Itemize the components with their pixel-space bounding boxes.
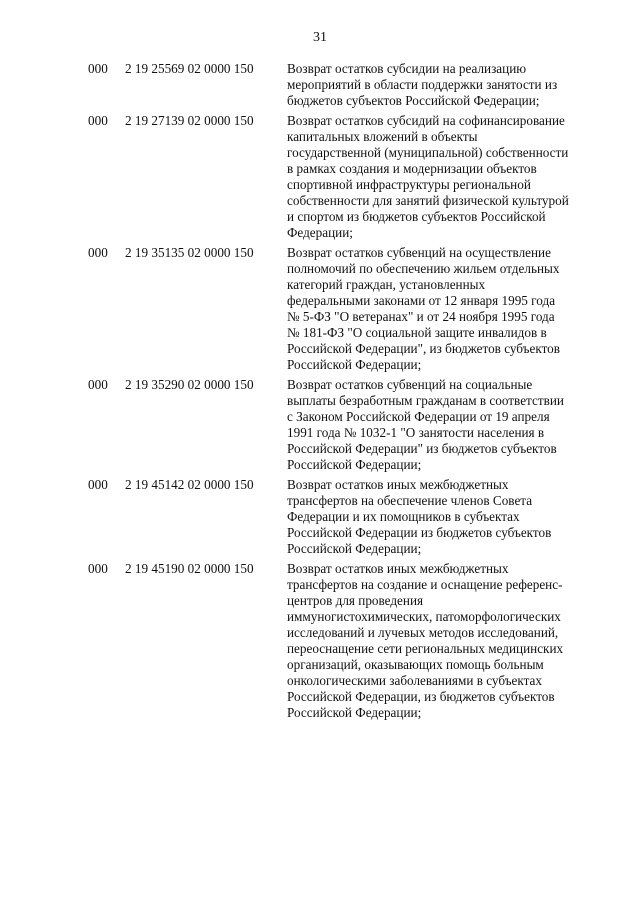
admin-code: 000	[88, 61, 108, 76]
budget-code: 2 19 35135 02 0000 150	[125, 245, 254, 260]
budget-code: 2 19 27139 02 0000 150	[125, 113, 254, 128]
item-description: Возврат остатков субвенций на осуществление полномочий по обеспечению жильем отдельных категорий граждан, установленных федеральными законами от 12 января 1995 года № 5-ФЗ "О ветеранах" и от 24 ноября 1995 года № 181-ФЗ "О социальной защите инвалидов в Российской Федерации", из бюджетов субъектов Российской Федерации;	[287, 245, 561, 372]
item-description: Возврат остатков иных межбюджетных трансфертов на обеспечение членов Совета Федерации и их помощников в субъектах Российской Федерации из бюджетов субъектов Российской Федерации;	[287, 477, 552, 556]
list-item	[0, 245, 640, 373]
budget-code: 2 19 25569 02 0000 150	[125, 61, 254, 76]
item-description: Возврат остатков субсидий на софинансирование капитальных вложений в объекты государственной (муниципальной) собственности в рамках создания и модернизации объектов спортивной инфраструктуры региональной собственности для занятий физической культурой и спортом из бюджетов субъектов Российской Федерации;	[287, 113, 569, 240]
admin-code: 000	[88, 245, 108, 260]
list-item	[0, 61, 640, 109]
admin-code: 000	[88, 113, 108, 128]
item-description: Возврат остатков субсидии на реализацию мероприятий в области поддержки занятости из бюджетов субъектов Российской Федерации;	[287, 61, 558, 108]
budget-code: 2 19 45190 02 0000 150	[125, 561, 254, 576]
budget-code: 2 19 35290 02 0000 150	[125, 377, 254, 392]
list-item	[0, 561, 640, 721]
admin-code: 000	[88, 561, 108, 576]
page-number: 31	[313, 30, 327, 45]
classification-list	[0, 61, 640, 725]
item-description: Возврат остатков иных межбюджетных трансфертов на создание и оснащение референс- центров для проведения иммуногистохимических, патоморфологических исследований и лучевых методов исследований, переоснащение сети региональных медицинских организаций, оказывающих помощь больным онкологическими заболеваниями в субъектах Российской Федерации, из бюджетов субъектов Российской Федерации;	[287, 561, 564, 720]
budget-code: 2 19 45142 02 0000 150	[125, 477, 254, 492]
item-description: Возврат остатков субвенций на социальные выплаты безработным гражданам в соответствии с Законом Российской Федерации от 19 апреля 1991 года № 1032-1 "О занятости населения в Российской Федерации" из бюджетов субъектов Российской Федерации;	[287, 377, 564, 472]
list-item	[0, 377, 640, 473]
admin-code: 000	[88, 377, 108, 392]
admin-code: 000	[88, 477, 108, 492]
list-item	[0, 113, 640, 241]
list-item	[0, 477, 640, 557]
